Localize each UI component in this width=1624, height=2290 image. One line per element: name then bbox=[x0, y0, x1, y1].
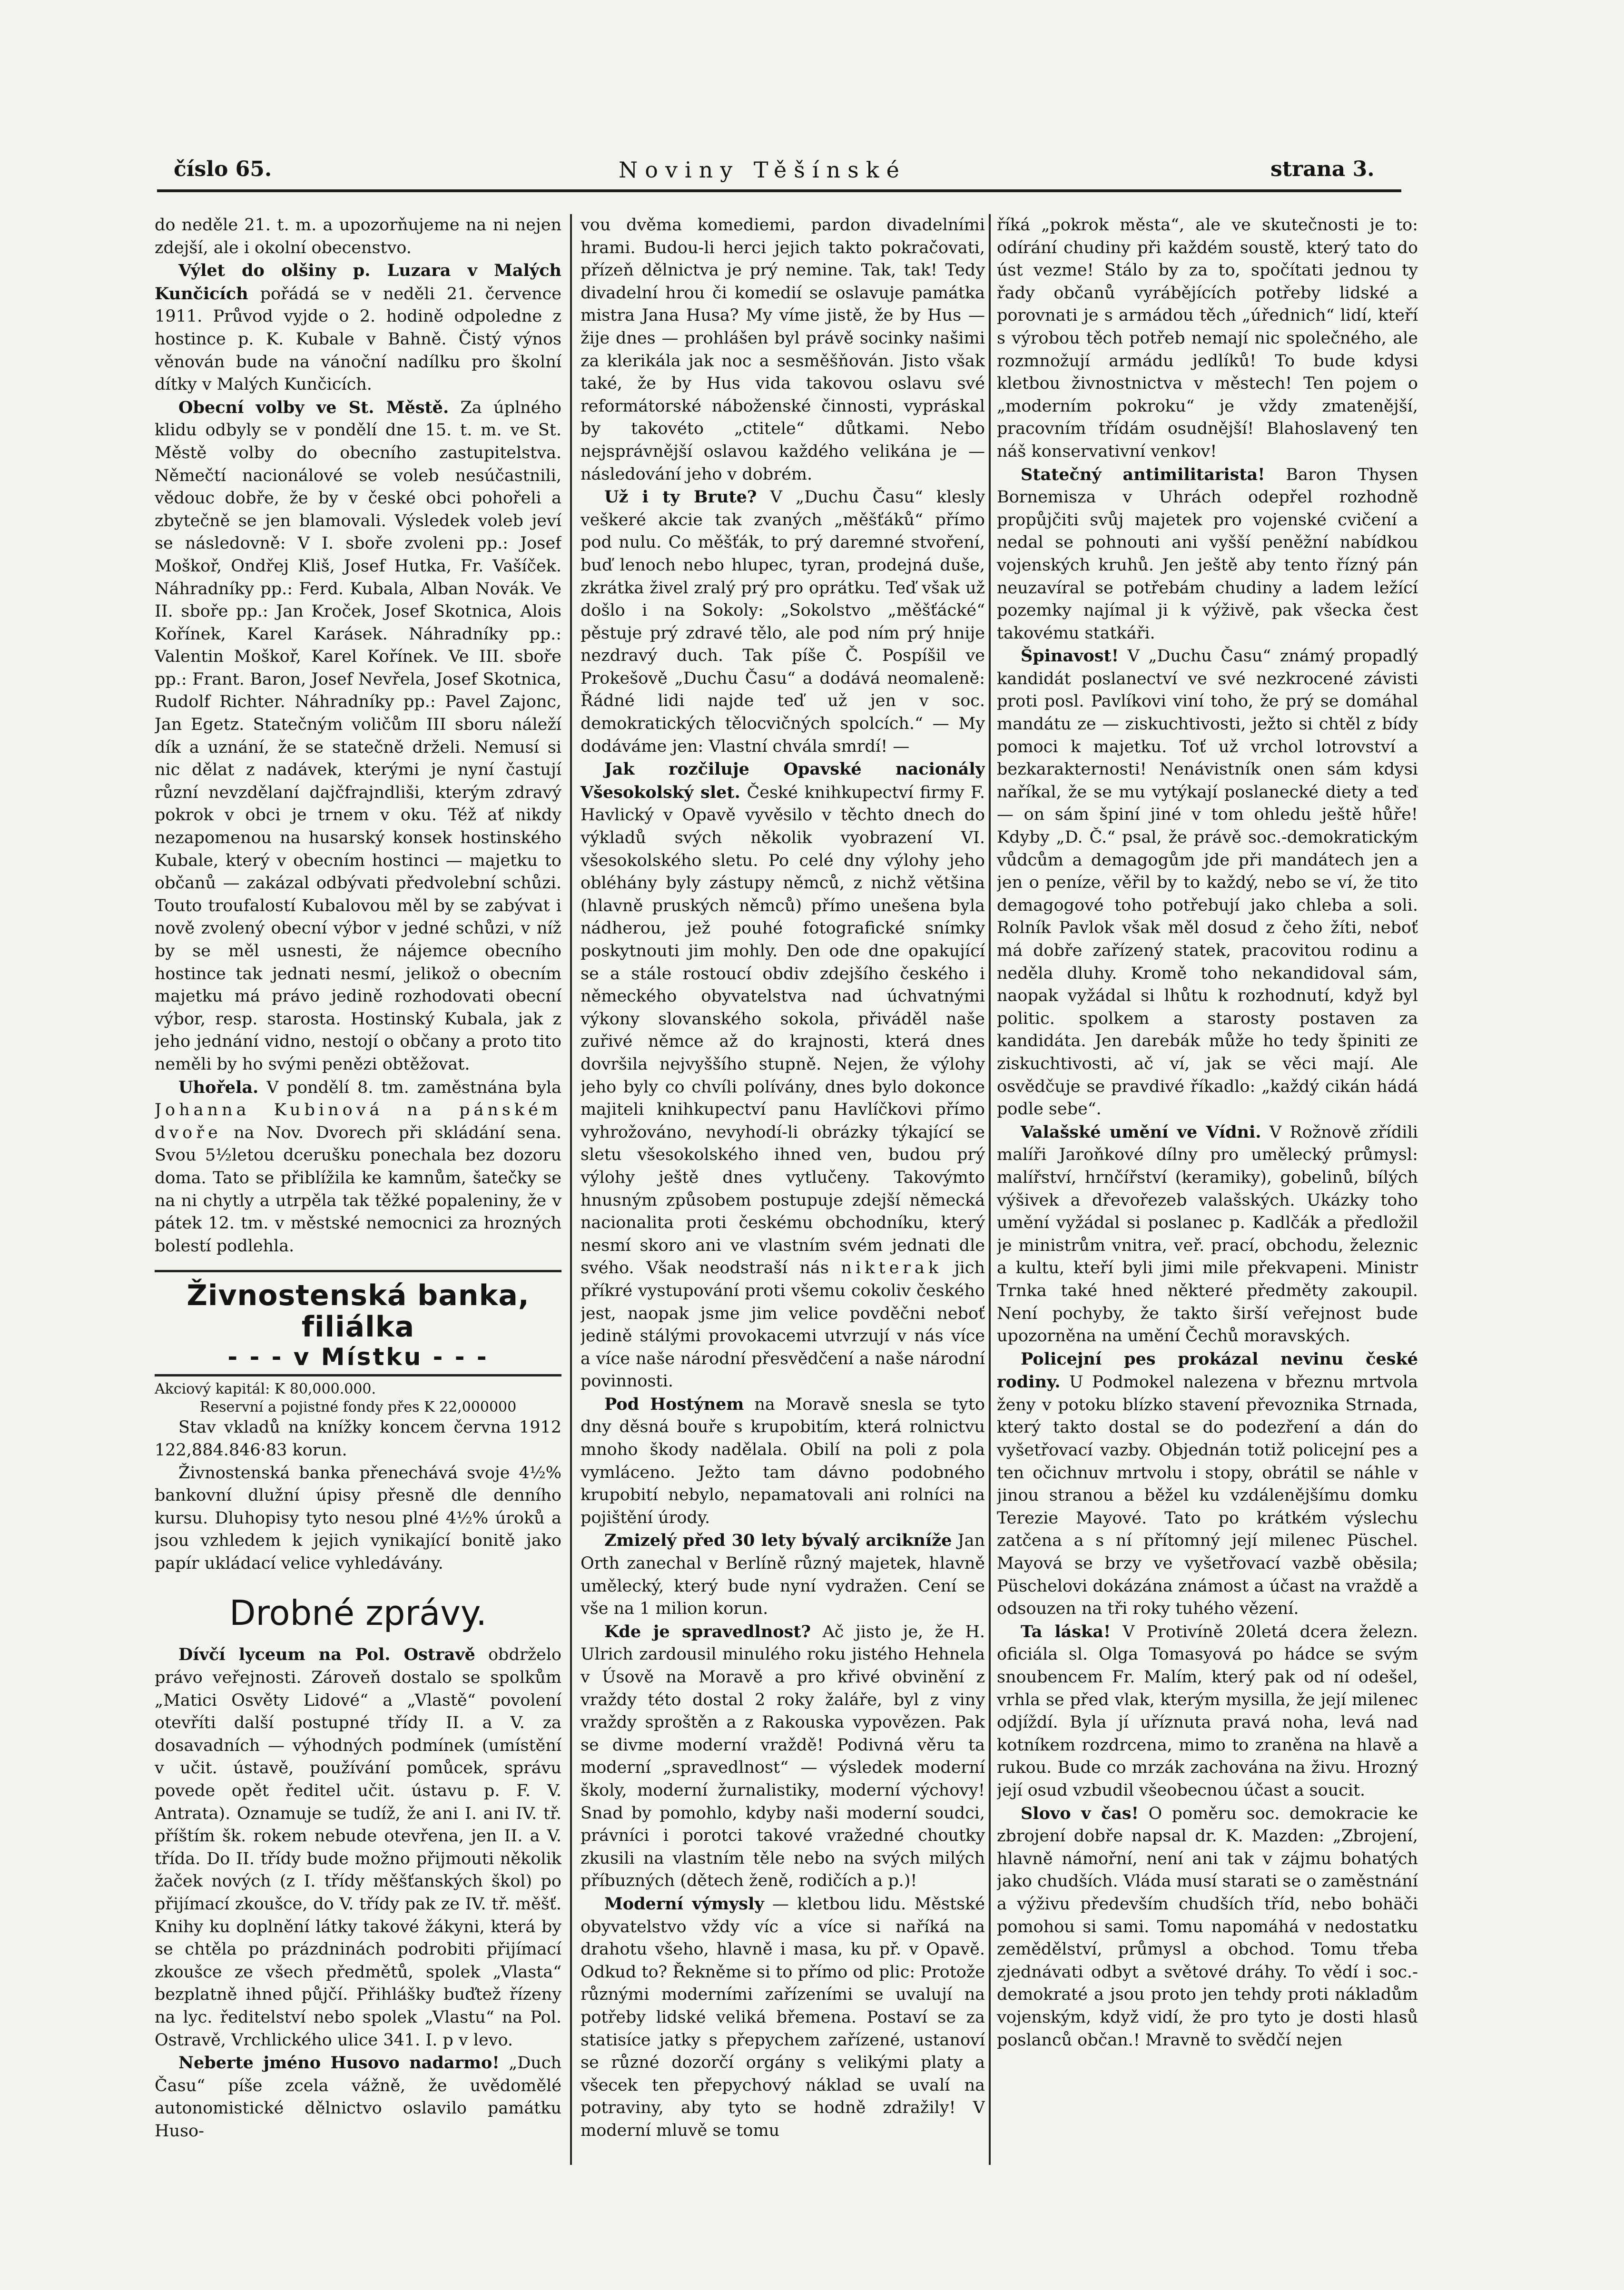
article-heading: Statečný antimilitarista! bbox=[1021, 464, 1265, 484]
article-heading: Policejní pes prokázal nevinu české rodiny. bbox=[997, 1349, 1418, 1392]
article-body: „Duch Času“ píše zcela vážně, že uvědomělé autonomistické dělnictvo oslavilo památku Huso- bbox=[155, 2054, 561, 2141]
bank-advertisement bbox=[155, 1270, 561, 1575]
article bbox=[155, 2052, 561, 2143]
article bbox=[155, 259, 561, 396]
bank-capital: Akciový kapitál: K 80,000.000. bbox=[155, 1381, 376, 1398]
article-heading: Dívčí lyceum na Pol. Ostravě bbox=[178, 1645, 475, 1665]
spaced-name: Johanna Kubinová na pánském dvoře bbox=[155, 1101, 561, 1142]
article-body: V pondělí 8. tm. zaměstnána byla bbox=[266, 1078, 561, 1097]
spaced-word: nikterak bbox=[841, 1258, 943, 1278]
article bbox=[581, 1893, 985, 2143]
article-heading: Neberte jméno Husovo nadarmo! bbox=[178, 2053, 500, 2073]
bank-text: Živnostenská banka přenechává svoje 4½% bankovní dlužní úpisy přesně dle denního kursu. Dluhopisy tyto nesou plné 4½% úroků a jsou vzhledem k jejich vynikající bonitě jako papír ukládací velice vyhledávány. bbox=[155, 1463, 561, 1573]
article-body: V Rožnově zřídili malíři Jaroňkové dílny pro umělecký průmysl: malířství, hrnčířství (keramiky), gobelinů, bílých výšivek a dřevořezeb valašských. Ukázky toho umění vyžádal si poslanec p. Kadlčák a předložil je ministrům vnitra, veř. prací, obchodu, železnic a kultu, kteří byli jimi mile překvapeni. Ministr Trnka také hned některé předměty zakoupil. Není pochyby, že takto širší veřejnost bude upozorněna na umění Čechů moravských. bbox=[997, 1122, 1418, 1346]
article bbox=[581, 1529, 985, 1620]
article-continuation: vou dvěma komediemi, pardon divadelními hrami. Budou-li herci jejich takto pokračovati, přízeň dělnictva je prý nemine. Tak, tak! Tedy divadelní hrou či komedií se oslavuje památka mistra Jana Husa? My víme jistě, že by Hus — žije dnes — prohlášen byl právě socinky našimi za klerikála jak noc a sesměšňován. Jisto však také, že by Hus vida takovou oslavu své reformátorské náboženské činnosti, vypráskal by takovéto „ctitele“ důtkami. Nebo nejsprávnější oslavou každého velikána je — následování jeho v dobrém. bbox=[581, 216, 985, 484]
column-2 bbox=[581, 214, 985, 2162]
article-heading: Výlet do olšiny p. Luzara v Malých Kunčicích bbox=[155, 261, 561, 304]
article bbox=[997, 1621, 1418, 1802]
article-heading: Valašské umění ve Vídni. bbox=[1021, 1122, 1261, 1142]
header-rule bbox=[157, 189, 1401, 192]
article-body: České knihkupectví firmy F. Havlický v Opavě vyvěsilo v těchto dnech do výkladů svých několik vyobrazení VI. všesokolského sletu. Po celé dny výlohy jeho obléhány byly zástupy němců, z nichž většina (hlavně pruských němců) přímo unešena byla nádherou, jež pouhé fotografické snímky poskytnouti jim mohly. Den ode dne opakující se a stále rostoucí obdiv zdejšího českého i německého obyvatelstva nad úchvatnými výkony slovanského sokola, přiváděl naše zuřivé němce až do krajnosti, která dnes dovršila nejvyššího stupně. Nejen, že výlohy jeho byly co chvíli polívány, dnes bylo dokonce majiteli knihkupectví panu Havlíčkovi přímo vyhrožováno, nevyhodí-li obrázky týkající se sletu všesokolského ihned ven, budou prý výlohy ještě dnes vytlučeny. Takovýmto hnusným způsobem postupuje zdejší německá nacionalita proti českému obchodníku, který nesmí skoro ani ve vlastním svém jednati dle svého. Však neodstraší nás bbox=[581, 783, 985, 1278]
article-body: — kletbou lidu. Městské obyvatelstvo vždy víc a více si naříká na drahotu všeho, hlavně i masa, ku př. v Opavě. Odkud to? Řekněme si to přímo od plic: Protože různými moderními zařízeními se uvalují na potřeby lidské veliká břemena. Postaví se za statisíce jatky s přepychem zařízené, ustanoví se různé dozorčí orgány s velikými platy a všecek ten přepychový náklad se uvalí na potraviny, aby tyto se hodně zdražily! V moderní mluvě se tomu bbox=[581, 1894, 985, 2140]
article-body: U Podmokel nalezena v březnu mrtvola ženy v potoku blízko stavení převoznika Strnada, který takto dostal se do podezření a dán do vyšetřovací vazby. Objednán totiž policejní pes a ten očichnuv mrtvolu i stopy, obrátil se náhle v jinou stranou a běžel ku vzdálenějšímu domku Terezie Mayové. Tato po krátkém výslechu zatčena a s ní přítomný její milenec Püschel. Mayová se brzy ve vyšetřovací vazbě oběsila; Püschelovi dokázána známost a účast na vraždě a odsouzen na tři roky tuhého vězení. bbox=[997, 1373, 1418, 1619]
article bbox=[997, 1348, 1418, 1621]
bank-text: Stav vkladů na knížky koncem června 1912 122,884.846·83 korun. bbox=[155, 1418, 561, 1460]
article-heading: Už i ty Brute? bbox=[604, 487, 757, 507]
article-heading: Ta láska! bbox=[1021, 1622, 1111, 1641]
article-body: V „Duchu Času“ klesly veškeré akcie tak zvaných „měšťáků“ přímo pod nulu. Co měšťák, to prý daremné stvoření, buď lenoch nebo hlupec, tyran, prodejná duše, zkrátka živel zralý prý pro oprátku. Teď však už došlo i na Sokoly: „Sokolstvo „měšťácké“ pěstuje prý zdravé tělo, ale pod ním prý hnije nezdravý duch. Tak píše Č. Pospíšil ve Prokešově „Duchu Času“ a dodává neomaleně: Řádné lidi najde teď už jen v soc. demokratických tělocvičných spolcích.“ — My dodáváme jen: Vlastní chvála smrdí! — bbox=[581, 488, 985, 756]
article-body: V Protivíně 20letá dcera železn. oficiála sl. Olga Tomasyová po hádce se svým snoubencem Fr. Malím, který pak od ní odešel, vrhla se před vlak, kterým mysilla, že její milenec odjíždí. Byla jí uříznuta pravá noha, levá nad kotníkem rozdrcena, mimo to zraněna na hlavě a rukou. Bude co mrzák zachována na živu. Hrozný její osud vzbudil všeobecnou účast a soucit. bbox=[997, 1622, 1418, 1800]
article-heading: Kde je spravedlnost? bbox=[604, 1622, 811, 1641]
article-body: V „Duchu Času“ známý propadlý kandidát poslanectví ve své nezkrocené závisti proti posl. Pavlíkovi viní toho, že prý se domáhal mandátu ze — ziskuchtivosti, ježto si chtěl z bídy pomoci k majetku. Toť už vrchol lotrovství a bezkarakternosti! Nenávistník onen sám kdysi naříkal, že se mu vytýkají poslanecké diety a teď — on sám špiní jiné v tom ohledu ještě hůře! Kdyby „D. Č.“ psal, že právě soc.-demokratickým vůdcům a demagogům jde při mandátech jen a jen o peníze, věřil by to každý, nebo se ví, že tito demagogové toho potřebují jako chleba a soli. Rolník Pavlok však měl dosud z čeho žíti, neboť má dobře zařízený statek, pracovitou rodinu a neděla dluhy. Kromě toho nekandidoval sám, naopak vyžádal si lhůtu k rozhodnutí, když byl politic. spolkem a starosty postaven za kandidáta. Jen darebák může ho tedy špiniti ze ziskuchtivosti, ač ví, jak se věci mají. Ale osvědčuje se pravdivé říkadlo: „každý cikán hádá podle sebe“. bbox=[997, 647, 1418, 1119]
article-body: pořádá se v neděli 21. července 1911. Průvod vyjde o 2. hodině odpoledne z hostince p. K. Kubale v Bahně. Čistý výnos věnován bude na vánoční nadílku pro školní dítky v Malých Kunčicích. bbox=[155, 284, 561, 394]
article-body: Jan Orth zanechal v Berlíně různý majetek, hlavně umělecký, který bude nyní vydražen. Cení se vše na 1 milion korun. bbox=[581, 1531, 985, 1619]
issue-number: číslo 65. bbox=[174, 157, 272, 181]
article-body: na Nov. Dvorech při skládání sena. Svou 5½letou dcerušku ponechala bez dozoru doma. Tato se přiblížila ke kamnům, šatečky se na ni chytly a utrpěla tak těžké popaleniny, že v pátek 12. tm. v městské nemocnici za hrozných bolestí podlehla. bbox=[155, 1123, 561, 1256]
article-heading: Obecní volby ve St. Městě. bbox=[178, 397, 449, 417]
article-heading: Jak rozčiluje Opavské nacionály Všesokolský slet. bbox=[581, 759, 985, 802]
article-heading: Špinavost! bbox=[1021, 646, 1119, 666]
article-body: na Moravě snesla se tyto dny děsná bouře s krupobitím, která rolnictvu mnoho škody nadělala. Obilí na poli z pola vymláceno. Ježto tam dávno podobného krupobití nebylo, nepamatovali ani rolníci na pojištění úrody. bbox=[581, 1395, 985, 1527]
article-body: jich příkré vystupování proti všemu cokoliv českého jest, naopak jsme jim velice povděčni neboť jedině stálými provokacemi utvrzují v nás více a více naše národní přesvědčení a naše národní povinnosti. bbox=[581, 1258, 985, 1391]
article bbox=[581, 758, 985, 1393]
article bbox=[997, 645, 1418, 1120]
article bbox=[997, 463, 1418, 645]
bank-location: - - - v Místku - - - bbox=[155, 1343, 561, 1376]
article-continuation: do neděle 21. t. m. a upozorňujeme na ni nejen zdejší, ale i okolní obecenstvo. bbox=[155, 216, 561, 257]
article-heading: Moderní výmysly bbox=[604, 1894, 764, 1914]
article bbox=[997, 1802, 1418, 2052]
article-heading: Slovo v čas! bbox=[1021, 1803, 1139, 1823]
article-heading: Zmizelý před 30 lety bývalý arcikníže bbox=[604, 1531, 952, 1551]
article-continuation: říká „pokrok města“, ale ve skutečnosti je to: odírání chudiny při každém soustě, který tato do úst vezme! Stálo by za to, spočítati jednou ty řady občanů vyrábějících potřeby lidské a porovnati je s armádou těch „úřednich“ lidí, kteří s výrobou těch potřeb nemají nic společného, ale rozmnožují armádu jedlíků! To bude kdysi kletbou živnostnictva v městech! Ten pojem o „moderním pokroku“ je vždy zmatenější, pracovním třídám osudnější! Blahoslavený ten náš konservativní venkov! bbox=[997, 216, 1418, 461]
section-heading: Drobné zprávy. bbox=[229, 1593, 487, 1633]
article bbox=[155, 1076, 561, 1258]
column-3 bbox=[997, 214, 1418, 2162]
article bbox=[155, 1643, 561, 2052]
article bbox=[997, 1121, 1418, 1348]
bank-title: Živnostenská banka, filiálka bbox=[187, 1279, 530, 1344]
masthead: Noviny Těšínské bbox=[619, 157, 906, 183]
bank-reserve: Reservní a pojistné fondy přes K 22,000000 bbox=[199, 1399, 517, 1416]
column-divider bbox=[989, 214, 991, 2165]
article-heading: Pod Hostýnem bbox=[604, 1394, 744, 1414]
article-heading: Uhořela. bbox=[178, 1077, 259, 1097]
article-body: Za úplného klidu odbyly se v pondělí dne 15. t. m. ve St. Městě volby do obecního zastupitelstva. Němečtí nacionálové se voleb nesúčastnili, vědouc dobře, že by v české obci pohořeli a zbytečně se jen blamovali. Výsledek voleb jeví se následovně: V I. sboře zvoleni pp.: Josef Moškoř, Ondřej Kliš, Josef Hutka, Fr. Vašíček. Náhradníky pp.: Ferd. Kubala, Alban Novák. Ve II. sboře pp.: Jan Kroček, Josef Skotnica, Alois Kořínek, Karel Karásek. Náhradníky pp.: Valentin Moškoř, Karel Kořínek. Ve III. sboře pp.: Frant. Baron, Josef Nevřela, Josef Skotnica, Rudolf Richter. Náhradníky pp.: Pavel Zajonc, Jan Egetz. Statečným voličům III sboru náleží dík a uznání, že se statečně drželi. Nemusí si nic dělat z nadávek, kterými je nyní častují různí nevzdělaní dajčfrajndliši, kterým zdravý pokrok v obci je trnem v oku. Též ať nikdy nezapomenou na husarský konsek hostinského Kubale, který v obecním hostinci — majetku to občanů — zakázal odbývati předvolební schůzi. Touto troufalostí Kubalovou měl by se zabývat i nově zvolený obecní výbor v jedné schůzi, v níž by se měl usnesti, že nájemce obecního hostince tak jednati nesmí, jelikož o obecním majetku má právo jedině rozhodovati obecní výbor, resp. starosta. Hostinský Kubala, jak z jeho jednání vidno, nestojí o občany a proto tito neměli by ho svými penězi obtěžovat. bbox=[155, 398, 561, 1074]
article bbox=[581, 1621, 985, 1893]
article-body: obdrželo právo veřejnosti. Zároveň dostalo se spolkům „Matici Osvěty Lidové“ a „Vlastě“ povolení otevříti další postupné třídy II. a V. za dosavadních — výhodných podmínek (umístění v učit. ústavě, používání pomůcek, správu povede opět ředitel učit. ústavu p. F. V. Antrata). Oznamuje se tudíž, že ani I. ani IV. tř. příštím šk. rokem nebude otevřena, jen II. a V. třída. Do II. třídy bude možno přijmouti několik žaček nových (z I. třídy měšťanských škol) po přijímací zkoušce, do V. třídy pak ze IV. tř. měšť. Knihy ku doplnění látky takové žákyni, která by se chtěla po prázdninách podrobiti přijímací zkoušce ze všech předmětů, spolek „Vlasta“ bezplatně ihned půjčí. Přihlášky buďtež řízeny na lyc. ředitelství nebo spolek „Vlastu“ na Pol. Ostravě, Vrchlického ulice 341. I. p v levo. bbox=[155, 1645, 561, 2050]
article bbox=[155, 396, 561, 1076]
article-body: Ač jisto je, že H. Ulrich zardousil minulého roku jistého Hehnela v Úsově na Moravě a pro křivé obvinění z vraždy této dostal 2 roky žaláře, byl z viny vraždy sproštěn a z Rakouska vypovězen. Pak se divme moderní vraždě! Podivná věru ta moderní „spravedlnost“ — výsledek moderní školy, moderní žurnalistiky, moderní výchovy! Snad by pomohlo, kdyby naši moderní soudci, právníci i porotci takové vražedné choutky zkusili na vlastním těle nebo na svých milých příbuzných (dětech ženě, rodičích a p.)! bbox=[581, 1622, 985, 1891]
column-1 bbox=[155, 214, 561, 2162]
column-divider bbox=[570, 214, 572, 2165]
article bbox=[581, 1393, 985, 1530]
article-body: Baron Thysen Bornemisza v Uhrách odepřel rozhodně propůjčiti svůj majetek pro vojenské cvičení a nedal se pohnouti ani vyšší peněžní nabídkou vojenských kruhů. Jen ještě aby tento řízný pán neuzavíral se potřebám chudiny a ladem ležící pozemky najímal ji k výživě, pak všecka čest takovému statkáři. bbox=[997, 465, 1418, 643]
article-body: O poměru soc. demokracie ke zbrojení dobře napsal dr. K. Mazden: „Zbrojení, hlavně námořní, není ani tak v zájmu bohatých jako chudších. Vláda musí starati se o zaměstnání a výživu především chudších tříd, nebo bohäči pomohou si sami. Tomu napomáhá v nedostatku zemědělství, průmysl a obchod. Tomu třeba zjednávati odbyt a světové dráhy. To vědí i soc.-demokraté a jsou proto jen tehdy proti nákladům vojenským, když vidí, že pro tyto je dosti hlasů poslanců občan.! Mravně to svědčí nejen bbox=[997, 1804, 1418, 2050]
page-number: strana 3. bbox=[1270, 157, 1375, 181]
article bbox=[581, 486, 985, 758]
